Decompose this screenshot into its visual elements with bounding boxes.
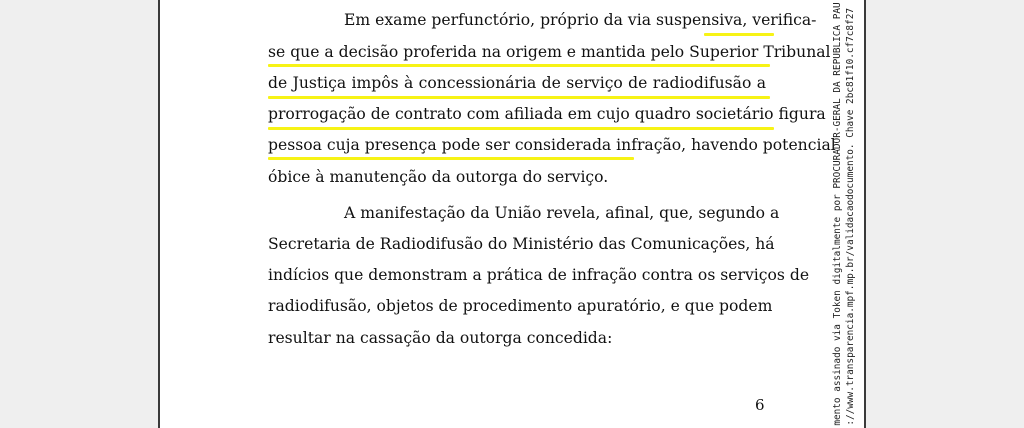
text-line: Em exame perfunctório, próprio da via suspensiva, verifica-	[344, 11, 817, 29]
text-line: pessoa cuja presença pode ser considerada infração, havendo potencial	[268, 136, 836, 154]
text-line: resultar na cassação da outorga concedida:	[268, 329, 613, 347]
text-line: se que a decisão proferida na origem e mantida pelo Superior Tribunal	[268, 43, 831, 61]
highlight-underline	[268, 127, 774, 130]
text-line: radiodifusão, objetos de procedimento apuratório, e que podem	[268, 297, 773, 315]
highlight-underline	[268, 157, 634, 160]
text-line: A manifestação da União revela, afinal, que, segundo a	[344, 204, 780, 222]
text-line: de Justiça impôs à concessionária de serviço de radiodifusão a	[268, 74, 766, 92]
page-number: 6	[755, 396, 765, 414]
text-line: óbice à manutenção da outorga do serviço.	[268, 168, 609, 186]
text-line: Secretaria de Radiodifusão do Ministério das Comunicações, há	[268, 235, 775, 253]
highlight-underline	[268, 96, 770, 99]
signature-text	[831, 2, 857, 425]
text-line: indícios que demonstram a prática de infração contra os serviços de	[268, 266, 810, 284]
highlight-underline	[268, 64, 770, 67]
highlight-underline	[704, 33, 774, 36]
signature-sidebar	[822, 0, 866, 428]
signature-line-1: mento assinado via Token digitalmente por PROCURADOR-GERAL DA REPUBLICA PAU	[832, 2, 843, 426]
signature-line-2: ://www.transparencia.mpf.mp.br/validacaodocumento. Chave 2bc81f10.cf7c8f27	[845, 7, 856, 426]
text-line: prorrogação de contrato com afiliada em cujo quadro societário figura	[268, 105, 826, 123]
